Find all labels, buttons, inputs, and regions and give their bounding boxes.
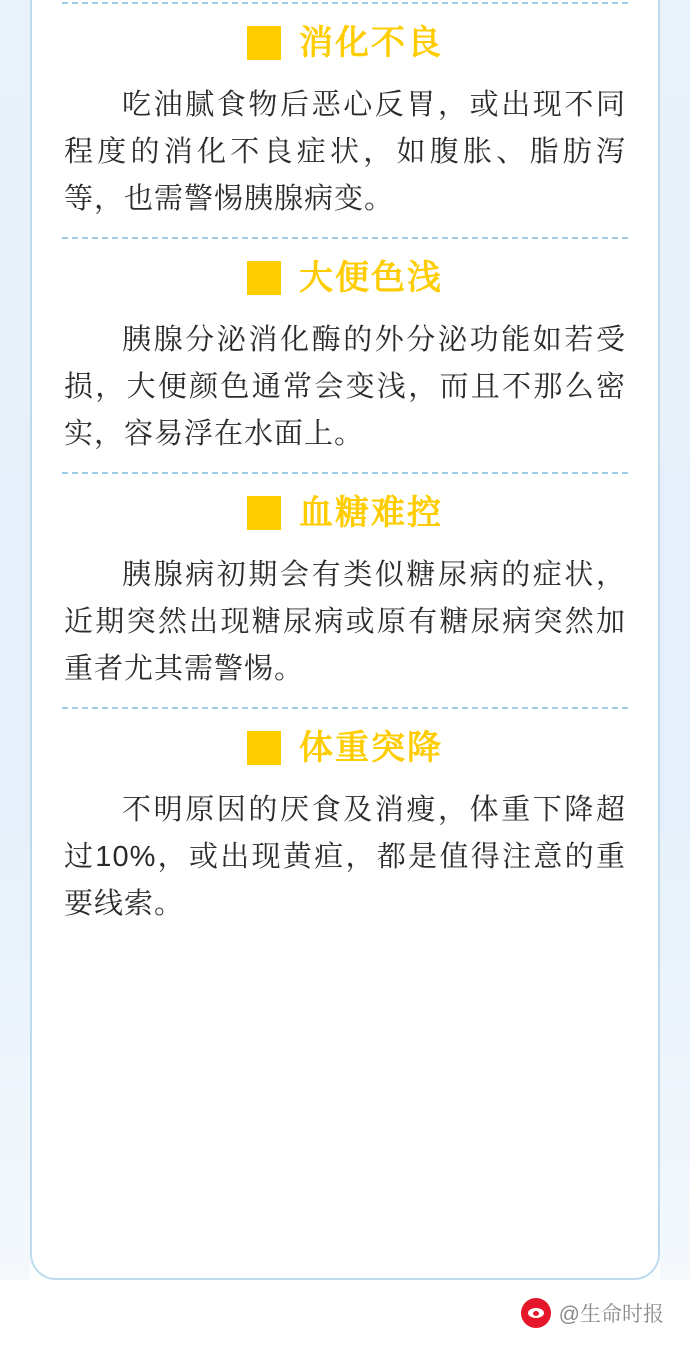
weibo-icon bbox=[521, 1298, 551, 1328]
section-heading bbox=[60, 258, 630, 297]
section-heading bbox=[60, 26, 630, 60]
section-blood-sugar bbox=[60, 474, 630, 707]
section-weight-loss bbox=[60, 709, 630, 942]
section-title: 消化不良 bbox=[299, 24, 443, 62]
section-digestion bbox=[60, 4, 630, 237]
yellow-square-bullet-icon bbox=[247, 26, 281, 60]
card-content bbox=[32, 2, 658, 1278]
section-title: 大便色浅 bbox=[299, 258, 443, 297]
section-body: 胰腺分泌消化酶的外分泌功能如若受损，大便颜色通常会变浅，而且不那么密实，容易浮在水面上。 bbox=[64, 323, 626, 450]
weibo-source-badge[interactable] bbox=[521, 1298, 664, 1328]
right-margin-strip bbox=[660, 0, 690, 1346]
section-heading bbox=[60, 493, 630, 532]
left-margin-strip bbox=[0, 0, 30, 1346]
yellow-square-bullet-icon bbox=[247, 496, 281, 530]
section-body: 吃油腻食物后恶心反胃，或出现不同程度的消化不良症状，如腹胀、脂肪泻等，也需警惕胰腺病变。 bbox=[64, 89, 626, 215]
section-title: 血糖难控 bbox=[299, 493, 443, 532]
section-body: 胰腺病初期会有类似糖尿病的症状，近期突然出现糖尿病或原有糖尿病突然加重者尤其需警惕。 bbox=[64, 558, 626, 685]
section-body: 不明原因的厌食及消瘦，体重下降超过10%，或出现黄疸，都是值得注意的重要线索。 bbox=[64, 793, 626, 920]
content-card bbox=[30, 0, 660, 1280]
section-heading bbox=[60, 728, 630, 767]
section-stool-color bbox=[60, 239, 630, 472]
yellow-square-bullet-icon bbox=[247, 731, 281, 765]
footer bbox=[0, 1280, 690, 1346]
source-name: @生命时报 bbox=[558, 1303, 664, 1326]
section-title: 体重突降 bbox=[299, 728, 443, 767]
yellow-square-bullet-icon bbox=[247, 261, 281, 295]
